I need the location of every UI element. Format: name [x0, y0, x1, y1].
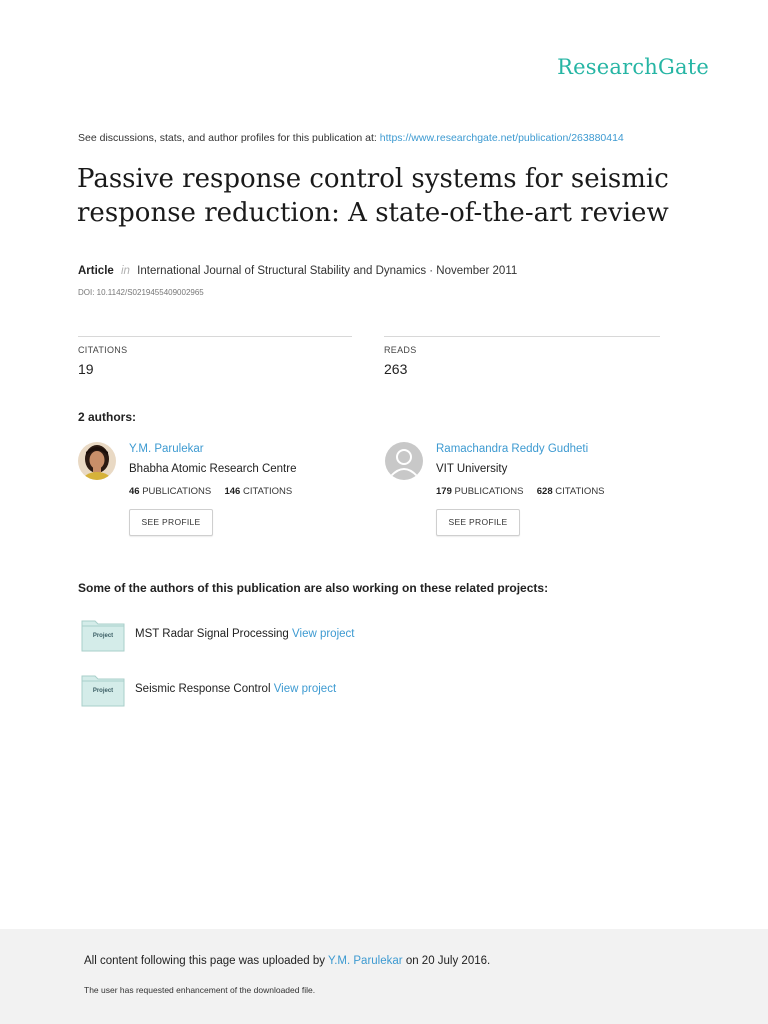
reads-divider — [384, 336, 660, 337]
author-name-link[interactable]: Y.M. Parulekar — [129, 443, 204, 455]
citations-value: 19 — [78, 361, 94, 377]
author-publications-count: 179 — [436, 486, 452, 497]
project-folder-icon — [81, 618, 125, 652]
author-card-2 — [385, 442, 685, 542]
project-name: MST Radar Signal Processing — [135, 628, 289, 640]
reads-label: READS — [384, 345, 417, 355]
researchgate-logo[interactable]: ResearchGate — [557, 55, 709, 79]
view-project-link[interactable]: View project — [273, 683, 337, 695]
enhancement-note: The user has requested enhancement of the downloaded file. — [84, 985, 316, 995]
uploaded-by-line — [84, 955, 490, 967]
project-name: Seismic Response Control — [135, 683, 271, 695]
uploaded-suffix: on 20 July 2016. — [405, 955, 491, 967]
author-photo-icon[interactable] — [78, 442, 116, 480]
project-folder-icon — [81, 673, 125, 707]
author-stats — [129, 486, 292, 497]
see-profile-button[interactable]: SEE PROFILE — [129, 509, 213, 536]
author-citations-count: 628 — [536, 486, 553, 497]
author-institution: VIT University — [436, 463, 508, 475]
publication-doi: DOI: 10.1142/S0219455409002965 — [78, 288, 204, 297]
uploader-link[interactable]: Y.M. Parulekar — [328, 955, 403, 967]
author-publications-count: 46 — [129, 486, 140, 497]
related-projects-heading: Some of the authors of this publication are also working on these related projects: — [78, 581, 549, 595]
see-discussions-line — [78, 132, 624, 144]
in-word: in — [121, 265, 130, 277]
author-institution: Bhabha Atomic Research Centre — [129, 463, 297, 475]
publication-venue: International Journal of Structural Stability and Dynamics · November 2011 — [137, 265, 518, 277]
author-citations-count: 146 — [224, 486, 241, 497]
see-discussions-text: See discussions, stats, and author profiles for this publication at: — [78, 132, 377, 144]
author-citations-label: CITATIONS — [242, 486, 293, 497]
title-line-2: response reduction: A state-of-the-art review — [77, 198, 669, 228]
project-item-1 — [81, 618, 581, 654]
title-line-1: Passive response control systems for seismic — [77, 164, 669, 194]
author-publications-label: PUBLICATIONS — [142, 486, 212, 497]
view-project-link[interactable]: View project — [292, 628, 355, 640]
author-stats — [436, 486, 605, 497]
reads-value: 263 — [384, 361, 408, 377]
project-item-2 — [81, 673, 581, 709]
project-text — [135, 628, 354, 640]
author-citations-label: CITATIONS — [555, 486, 605, 497]
author-card-1 — [78, 442, 378, 542]
project-text — [135, 683, 336, 695]
upload-footer — [0, 929, 768, 1024]
publication-meta — [78, 265, 517, 277]
citations-divider — [78, 336, 352, 337]
publication-title — [77, 162, 717, 230]
publication-url-link[interactable]: https://www.researchgate.net/publication/263880414 — [379, 132, 624, 144]
publication-type: Article — [78, 265, 114, 277]
project-folder-label: Project — [92, 633, 114, 639]
citations-label: CITATIONS — [78, 345, 128, 355]
default-user-icon[interactable] — [385, 442, 423, 480]
see-profile-button[interactable]: SEE PROFILE — [436, 509, 520, 536]
author-name-link[interactable]: Ramachandra Reddy Gudheti — [436, 443, 589, 455]
project-folder-label: Project — [92, 688, 114, 694]
authors-heading: 2 authors: — [78, 410, 137, 424]
uploaded-prefix: All content following this page was uploaded by — [84, 955, 326, 967]
author-publications-label: PUBLICATIONS — [454, 486, 524, 497]
